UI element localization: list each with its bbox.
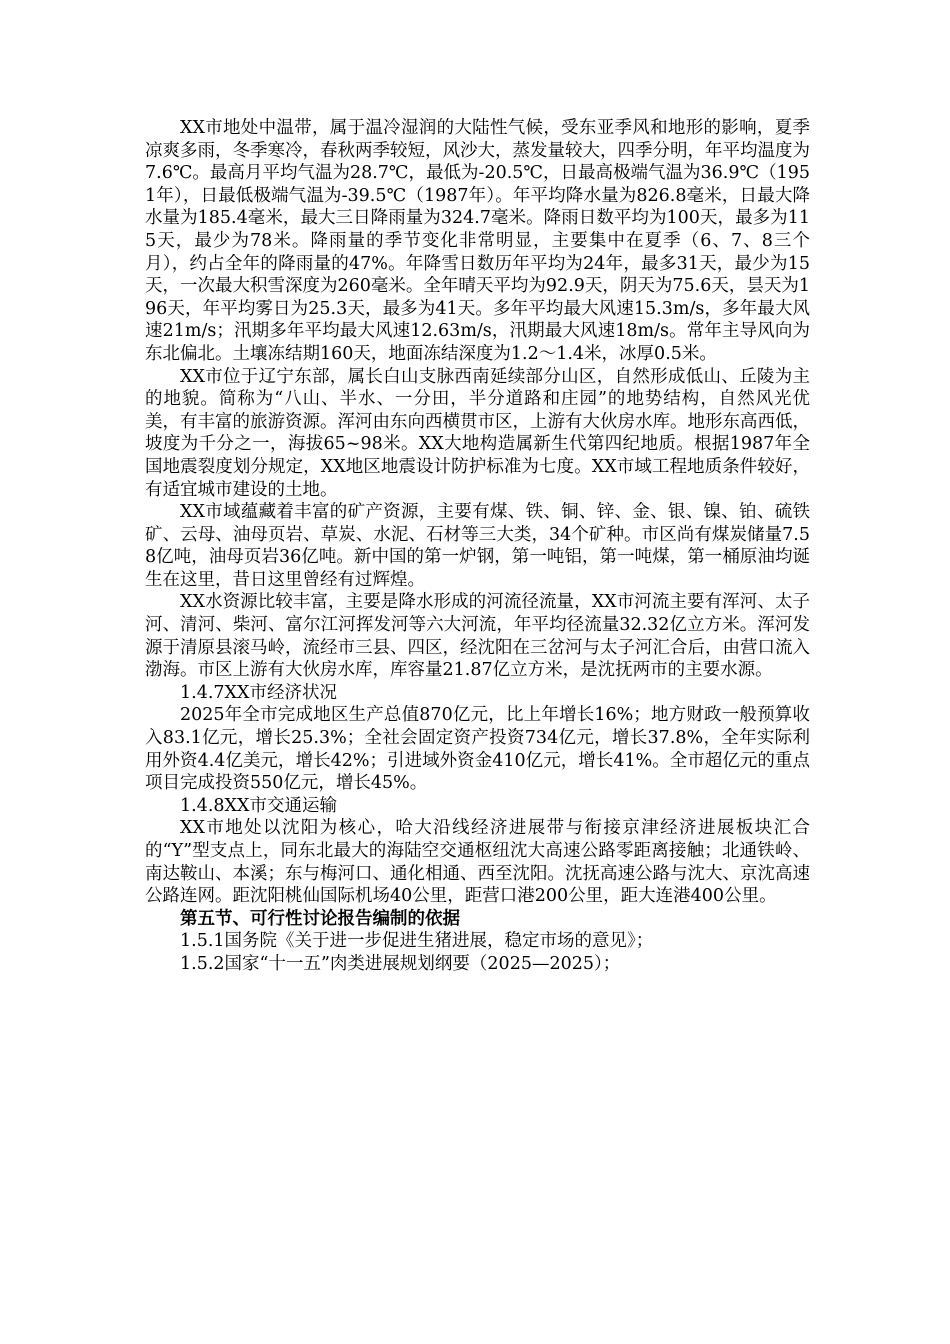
document-page bbox=[145, 117, 810, 976]
section-heading: 第五节、可行性讨论报告编制的依据 bbox=[180, 908, 460, 929]
paragraph-transport: XX市地处以沈阳为核心，哈大沿线经济进展带与衔接京津经济进展板块汇合的“Y”型支点上，同东北最大的海陆空交通枢纽沈大高速公路零距离接触；北通铁岭、南达鞍山、本溪；东与梅河口、通化相通、西至沈阳。沈抚高速公路与沈大、京沈高速公路连网。距沈阳桃仙国际机场40公里，距营口港200公里，距大连港400公里。 bbox=[145, 818, 810, 907]
reference-item: 1.5.1国务院《关于进一步促进生猪进展，稳定市场的意见》； bbox=[180, 931, 654, 952]
paragraph-water: XX水资源比较丰富，主要是降水形成的河流径流量，XX市河流主要有浑河、太子河、清河、柴河、富尔江河挥发河等六大河流，年平均径流量32.32亿立方米。浑河发源于清原县滚马岭，流经市三县、四区，经沈阳在三岔河与太子河汇合后，由营口流入渤海。市区上游有大伙房水库，库容量21.87亿立方米，是沈抚两市的主要水源。 bbox=[145, 592, 810, 681]
paragraph-climate: XX市地处中温带，属于温冷湿润的大陆性气候，受东亚季风和地形的影响，夏季凉爽多雨，冬季寒冷，春秋两季较短，风沙大，蒸发量较大，四季分明，年平均温度为7.6℃。最高月平均气温为28.7℃，最低为-20.5℃，日最高极端气温为36.9℃（1951年），日最低极端气温为-39.5℃（1987年）。年平均降水量为826.8毫米，日最大降水量为185.4毫米，最大三日降雨量为324.7毫米。降雨日数平均为100天，最多为115天，最少为78米。降雨量的季节变化非常明显，主要集中在夏季（6、7、8三个月），约占全年的降雨量的47%。年降雪日数历年平均为24年，最多31天，最少为15天，一次最大积雪深度为260毫米。全年晴天平均为92.9天，阴天为75.6天，昙天为196天，年平均雾日为25.3天，最多为41天。多年平均最大风速15.3m/s，多年最大风速21m/s；汛期多年平均最大风速12.63m/s，汛期最大风速18m/s。常年主导风向为东北偏北。土壤冻结期160天，地面冻结深度为1.2～1.4米，冰厚0.5米。 bbox=[145, 118, 810, 364]
paragraph-economy: 2025年全市完成地区生产总值870亿元，比上年增长16%；地方财政一般预算收入83.1亿元，增长25.3%；全社会固定资产投资734亿元，增长37.8%，全年实际利用外资4.4亿美元，增长42%；引进域外资金410亿元，增长41%。全市超亿元的重点项目完成投资550亿元，增长45%。 bbox=[145, 705, 810, 794]
paragraph-minerals: XX市域蕴藏着丰富的矿产资源，主要有煤、铁、铜、锌、金、银、镍、铂、硫铁矿、云母、油母页岩、草炭、水泥、石材等三大类，34个矿种。市区尚有煤炭储量7.58亿吨，油母页岩36亿吨。新中国的第一炉钢，第一吨铝，第一吨煤，第一桶原油均诞生在这里，昔日这里曾经有过辉煌。 bbox=[145, 502, 810, 590]
reference-item: 1.5.2国家“十一五”肉类进展规划纲要（2025—2025）； bbox=[180, 953, 621, 974]
subheading-transport: 1.4.8XX市交通运输 bbox=[180, 795, 337, 816]
paragraph-geography: XX市位于辽宁东部，属长白山支脉西南延续部分山区，自然形成低山、丘陵为主的地貌。简称为“八山、半水、一分田，半分道路和庄园”的地势结构，自然风光优美，有丰富的旅游资源。浑河由东向西横贯市区，上游有大伙房水库。地形东高西低，坡度为千分之一，海拔65~98米。XX大地构造属新生代第四纪地质。根据1987年全国地震裂度划分规定，XX地区地震设计防护标准为七度。XX市域工程地质条件较好，有适宜城市建设的土地。 bbox=[145, 366, 810, 500]
subheading-economy: 1.4.7XX市经济状况 bbox=[180, 682, 337, 703]
